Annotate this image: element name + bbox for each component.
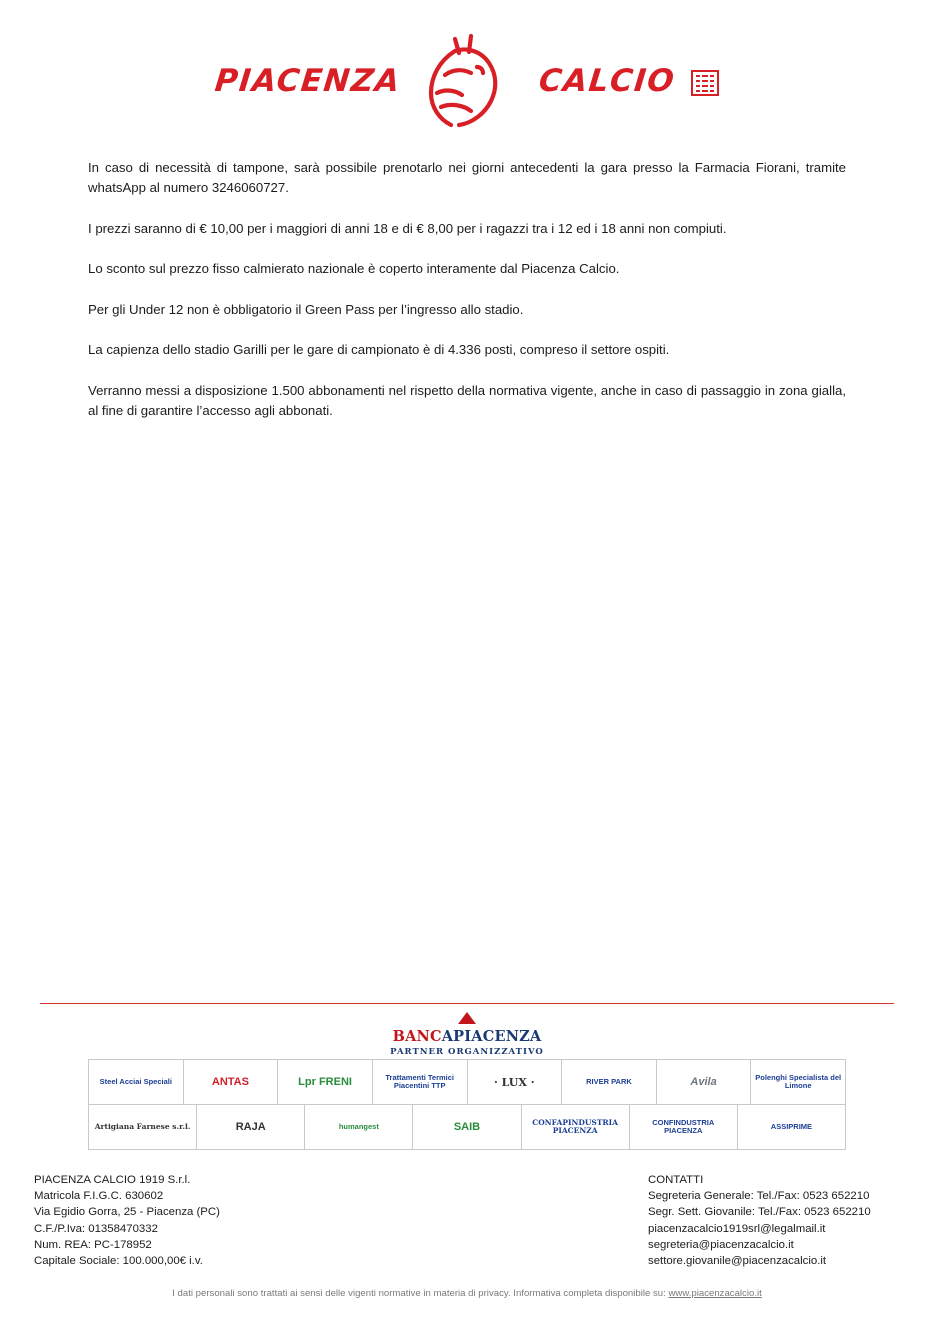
sponsor-logo: ASSIPRIME [770,1122,813,1132]
company-info-line: C.F./P.Iva: 01358470332 [34,1222,158,1235]
letterhead-header [0,28,934,133]
contacts-email[interactable]: segreteria@piacenzacalcio.it [648,1238,794,1251]
paragraph: Verranno messi a disposizione 1.500 abbonamenti nel rispetto della normativa vigente, anche in caso di passaggio in zona gialla, al fine di garantire l’accesso agli abbonati. [88,382,846,419]
club-monogram-icon [691,70,719,96]
sponsor-logo: Lpr FRENI [278,1060,373,1104]
document-body [88,158,846,442]
bank-partner-subtitle: PARTNER ORGANIZZATIVO [390,1047,544,1057]
contacts-info [648,1172,934,1269]
sponsor-logo: Avila [657,1060,752,1104]
sponsor-logo: Polenghi Specialista del Limone [755,1073,842,1090]
contacts-email[interactable]: settore.giovanile@piacenzacalcio.it [648,1254,827,1267]
sponsor-logo: SAIB [413,1105,521,1149]
privacy-link[interactable]: www.piacenzacalcio.it [668,1288,762,1299]
privacy-notice [0,1288,934,1299]
contacts-title: CONTATTI [648,1174,704,1186]
contacts-line: Segreteria Generale: Tel./Fax: 0523 652210 [648,1190,870,1203]
horse-head-icon [415,33,525,129]
logo-text-right: CALCIO [536,62,677,99]
sponsor-row [88,1104,846,1150]
sponsor-logo: Steel Acciai Speciali [89,1060,184,1104]
paragraph: Lo sconto sul prezzo fisso calmierato nazionale è coperto interamente dal Piacenza Calcio. [88,261,620,277]
company-info [34,1172,434,1269]
bank-partner-logo [0,1010,934,1057]
company-info-line: Capitale Sociale: 100.000,00€ i.v. [34,1254,203,1267]
company-info-line: Matricola F.I.G.C. 630602 [34,1190,164,1203]
paragraph: In caso di necessità di tampone, sarà possibile prenotarlo nei giorni antecedenti la gara presso la Farmacia Fiorani, tramite whatsApp al numero 3246060727. [88,160,846,196]
sponsor-logo: Artigiana Farnese s.r.l. [89,1105,197,1149]
bank-partner-name [0,1028,934,1045]
sponsor-logo: Trattamenti Termici Piacentini TTP [373,1060,468,1104]
contacts-line: Segr. Sett. Giovanile: Tel./Fax: 0523 652210 [648,1206,871,1219]
sponsor-row [88,1059,846,1104]
footer-divider [40,1003,894,1004]
company-info-line: PIACENZA CALCIO 1919 S.r.l. [34,1174,191,1186]
contacts-email[interactable]: piacenzacalcio1919srl@legalmail.it [648,1222,826,1235]
company-info-line: Num. REA: PC-178952 [34,1238,152,1251]
sponsor-logo: humangest [305,1105,413,1149]
sponsor-logo: CONFAPINDUSTRIA PIACENZA [522,1105,630,1149]
sponsor-grid [88,1059,846,1150]
piacenza-calcio-logo [215,33,719,129]
sponsor-logo: RAJA [197,1105,305,1149]
paragraph: La capienza dello stadio Garilli per le gare di campionato è di 4.336 posti, compreso il settore ospiti. [88,342,670,358]
bank-name-part2: APIACENZA [441,1028,542,1045]
sponsor-logo: CONFINDUSTRIA PIACENZA [630,1105,738,1149]
paragraph: I prezzi saranno di € 10,00 per i maggiori di anni 18 e di € 8,00 per i ragazzi tra i 12 ed i 18 anni non compiuti. [88,220,727,236]
sponsor-logo: ANTAS [184,1060,279,1104]
sponsor-logo: · LUX · [468,1060,563,1104]
paragraph: Per gli Under 12 non è obbligatorio il Green Pass per l’ingresso allo stadio. [88,301,524,317]
sponsor-logo: RIVER PARK [562,1060,657,1104]
privacy-text: I dati personali sono trattati ai sensi delle vigenti normative in materia di privacy. Informativa completa disponibile su: [172,1288,666,1299]
bank-name-part1: BANC [392,1028,442,1045]
company-info-line: Via Egidio Gorra, 25 - Piacenza (PC) [34,1206,220,1219]
logo-text-left: PIACENZA [213,62,403,99]
bank-triangle-icon [458,1012,476,1024]
